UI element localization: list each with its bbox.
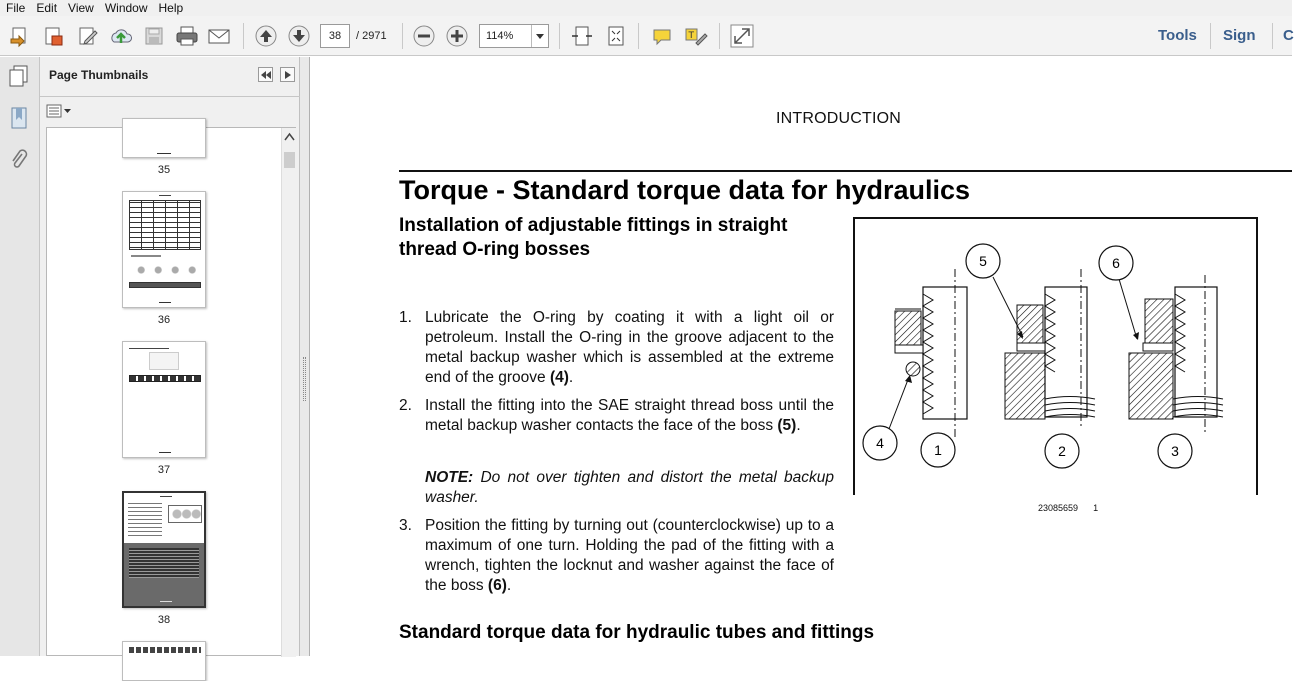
toolbar-separator: [719, 23, 720, 49]
thumbnail-options-button[interactable]: [46, 103, 72, 119]
step-item: [399, 308, 839, 388]
note-text: NOTE: Do not over tighten and distort the metal backup washer.: [425, 469, 834, 506]
figure-number: 1: [1093, 503, 1099, 513]
note-label: NOTE:: [425, 469, 474, 486]
page-title: Torque - Standard torque data for hydraulics: [399, 175, 971, 205]
fitting-2-drawing: [1005, 269, 1095, 429]
save-icon[interactable]: [142, 24, 166, 48]
toolbar-separator: [402, 23, 403, 49]
thumbnail-label: 36: [157, 314, 171, 326]
toolbar-separator: [243, 23, 244, 49]
callout-label: 6: [1112, 255, 1120, 271]
comment-button[interactable]: C: [1283, 27, 1294, 44]
menu-file[interactable]: File: [6, 1, 26, 15]
menu-edit[interactable]: Edit: [36, 1, 58, 15]
edit-icon[interactable]: [76, 24, 100, 48]
running-head: INTRODUCTION: [776, 110, 902, 127]
callout-label: 2: [1058, 443, 1066, 459]
panel-splitter[interactable]: [300, 57, 310, 656]
callout-label: 1: [934, 442, 942, 458]
step-text: Install the fitting into the SAE straight thread boss until the metal backup washer contacts the face of the boss (5).: [425, 397, 834, 434]
menu-window[interactable]: Window: [104, 1, 148, 15]
page-number-input[interactable]: 38: [320, 24, 350, 48]
splitter-grip[interactable]: [303, 357, 306, 401]
thumbnail-label: 35: [157, 164, 171, 176]
zoom-value: 114%: [486, 30, 514, 42]
scrollbar[interactable]: [281, 128, 296, 657]
page-thumbnails-icon[interactable]: [8, 63, 30, 89]
step-text: Lubricate the O-ring by coating it with a light oil or petroleum. Install the O-ring in the groove adjacent to the metal backup washer which is assembled at the extreme end of the groove (4).: [425, 309, 834, 386]
thumbnail-page[interactable]: [122, 641, 206, 681]
fit-page-icon[interactable]: [604, 24, 628, 48]
fullscreen-icon[interactable]: [730, 24, 754, 48]
create-icon[interactable]: [8, 24, 32, 48]
toolbar-separator: [1210, 23, 1211, 49]
bookmarks-icon[interactable]: [8, 105, 30, 131]
upload-icon[interactable]: [109, 24, 133, 48]
step-number: 1.: [399, 309, 412, 326]
fitting-1-drawing: [895, 269, 967, 437]
fitting-diagram-svg: [855, 219, 1256, 497]
heading-rule: [399, 170, 1292, 172]
menu-bar: [0, 0, 1292, 16]
section-subtitle: Installation of adjustable fittings in straight thread O-ring bosses: [399, 215, 788, 260]
callout-label: 5: [979, 253, 987, 269]
scrollbar-thumb[interactable]: [284, 152, 295, 168]
step-number: 2.: [399, 397, 412, 414]
chevron-down-icon[interactable]: [531, 25, 548, 47]
svg-text:T: T: [688, 31, 694, 41]
step-item: [399, 396, 839, 436]
prev-page-icon[interactable]: [254, 24, 278, 48]
menu-help[interactable]: Help: [158, 1, 184, 15]
expand-panel-icon[interactable]: [280, 67, 295, 82]
fitting-diagram: [853, 217, 1258, 495]
toolbar-separator: [1272, 23, 1273, 49]
zoom-select[interactable]: [479, 24, 549, 48]
attachments-icon[interactable]: [8, 147, 30, 173]
navigation-rail: [0, 57, 40, 656]
create-pdf-icon[interactable]: [42, 24, 66, 48]
next-page-icon[interactable]: [287, 24, 311, 48]
highlight-icon[interactable]: [684, 24, 708, 48]
print-icon[interactable]: [175, 24, 199, 48]
thumbnail-label: 37: [157, 464, 171, 476]
panel-header: [40, 57, 300, 97]
callout-label: 4: [876, 435, 884, 451]
thumbnail-page[interactable]: [122, 118, 206, 158]
tools-button[interactable]: Tools: [1158, 27, 1197, 44]
zoom-in-icon[interactable]: [445, 24, 469, 48]
step-item: [399, 516, 839, 596]
step-number: 3.: [399, 517, 412, 534]
fitting-3-drawing: [1129, 275, 1223, 435]
thumbnail-list[interactable]: [46, 127, 296, 656]
thumbnail-page[interactable]: [122, 341, 206, 458]
comment-icon[interactable]: [650, 24, 674, 48]
collapse-panel-icon[interactable]: [258, 67, 273, 82]
callout-label: 3: [1171, 443, 1179, 459]
thumbnail-page[interactable]: [122, 191, 206, 308]
toolbar-separator: [638, 23, 639, 49]
fit-width-icon[interactable]: [570, 24, 594, 48]
page-total: / 2971: [356, 30, 387, 42]
thumbnail-label: 38: [157, 614, 171, 626]
step-text: Position the fitting by turning out (counterclockwise) up to a maximum of one turn. Holding the pad of the fitting with a wrench, tighten the locknut and washer against the face of the boss (6).: [425, 517, 834, 594]
figure-caption: [1038, 503, 1098, 513]
figure-id: 23085659: [1038, 503, 1079, 513]
zoom-out-icon[interactable]: [412, 24, 436, 48]
sign-button[interactable]: Sign: [1223, 27, 1256, 44]
thumbnails-panel: [40, 57, 300, 656]
scroll-up-icon: [285, 134, 294, 140]
panel-title: Page Thumbnails: [49, 68, 149, 82]
thumbnail-page-selected[interactable]: [122, 491, 206, 608]
menu-view[interactable]: View: [68, 1, 94, 15]
toolbar-separator: [559, 23, 560, 49]
email-icon[interactable]: [207, 24, 231, 48]
section-heading: Standard torque data for hydraulic tubes and fittings: [399, 622, 875, 643]
document-viewer[interactable]: [310, 57, 1292, 656]
toolbar: [0, 16, 1292, 56]
